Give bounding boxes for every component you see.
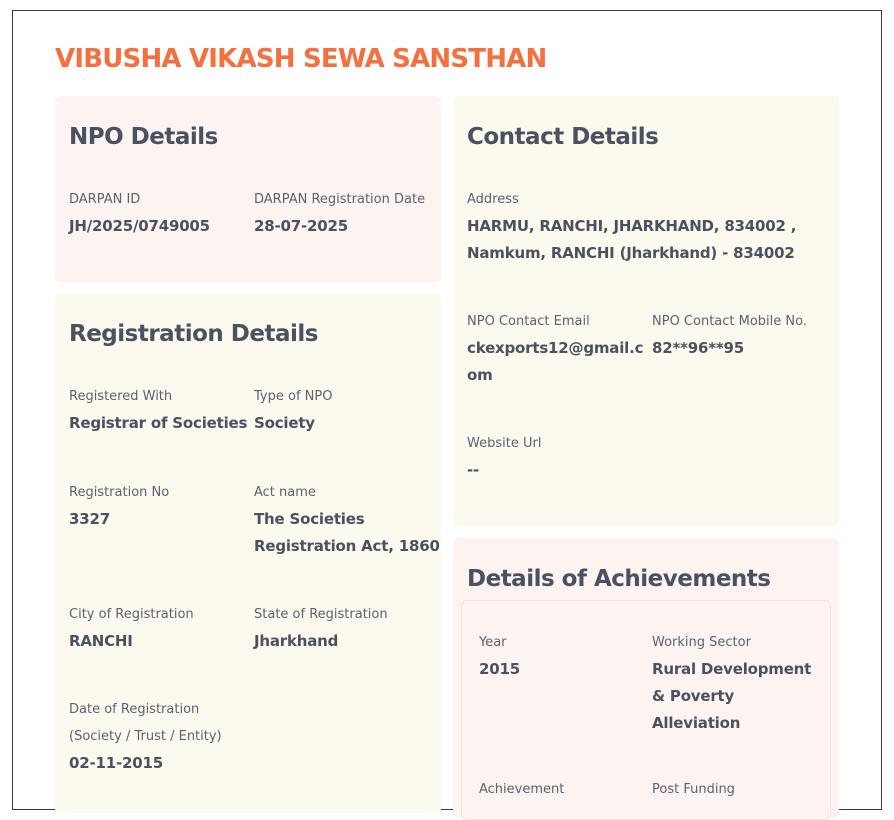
contact-email-label: NPO Contact Email bbox=[467, 314, 590, 329]
act-name-value-line2: Registration Act, 1860 bbox=[254, 537, 440, 555]
contact-email-value-line1: ckexports12@gmail.c bbox=[467, 339, 644, 357]
address-value-line2: Namkum, RANCHI (Jharkhand) - 834002 bbox=[467, 244, 795, 262]
contact-email-value-line2: om bbox=[467, 366, 493, 384]
registration-no-value: 3327 bbox=[69, 510, 110, 528]
contact-details-title: Contact Details bbox=[467, 124, 659, 150]
working-sector-value-line3: Alleviation bbox=[652, 714, 741, 732]
post-funding-label: Post Funding bbox=[652, 782, 735, 797]
city-of-registration-label: City of Registration bbox=[69, 607, 194, 622]
city-of-registration-value: RANCHI bbox=[69, 632, 133, 650]
npo-type-value: Society bbox=[254, 414, 315, 432]
website-url-value: -- bbox=[467, 461, 480, 479]
npo-type-label: Type of NPO bbox=[254, 389, 333, 404]
contact-mobile-label: NPO Contact Mobile No. bbox=[652, 314, 807, 329]
date-of-registration-value: 02-11-2015 bbox=[69, 754, 163, 772]
working-sector-value-line2: & Poverty bbox=[652, 687, 735, 705]
act-name-label: Act name bbox=[254, 485, 316, 500]
address-label: Address bbox=[467, 192, 519, 207]
act-name-value-line1: The Societies bbox=[254, 510, 365, 528]
npo-details-title: NPO Details bbox=[69, 124, 218, 150]
state-of-registration-label: State of Registration bbox=[254, 607, 388, 622]
darpan-id-label: DARPAN ID bbox=[69, 192, 141, 207]
achievement-year-value: 2015 bbox=[479, 660, 520, 678]
registered-with-label: Registered With bbox=[69, 389, 173, 404]
state-of-registration-value: Jharkhand bbox=[254, 632, 339, 650]
registration-details-title: Registration Details bbox=[69, 321, 318, 347]
working-sector-value-line1: Rural Development bbox=[652, 660, 812, 678]
date-of-registration-label-line1: Date of Registration bbox=[69, 702, 200, 717]
registered-with-value: Registrar of Societies bbox=[69, 414, 248, 432]
working-sector-label: Working Sector bbox=[652, 635, 751, 650]
achievement-label: Achievement bbox=[479, 782, 565, 797]
website-url-label: Website Url bbox=[467, 436, 542, 451]
darpan-date-label: DARPAN Registration Date bbox=[254, 192, 426, 207]
darpan-id-value: JH/2025/0749005 bbox=[69, 217, 210, 235]
achievement-year-label: Year bbox=[479, 635, 507, 650]
address-value-line1: HARMU, RANCHI, JHARKHAND, 834002 , bbox=[467, 217, 797, 235]
organization-name: VIBUSHA VIKASH SEWA SANSTHAN bbox=[55, 44, 547, 74]
achievements-title: Details of Achievements bbox=[467, 566, 771, 592]
darpan-date-value: 28-07-2025 bbox=[254, 217, 348, 235]
contact-mobile-value: 82**96**95 bbox=[652, 339, 744, 357]
registration-no-label: Registration No bbox=[69, 485, 170, 500]
date-of-registration-label-line2: (Society / Trust / Entity) bbox=[69, 729, 222, 744]
